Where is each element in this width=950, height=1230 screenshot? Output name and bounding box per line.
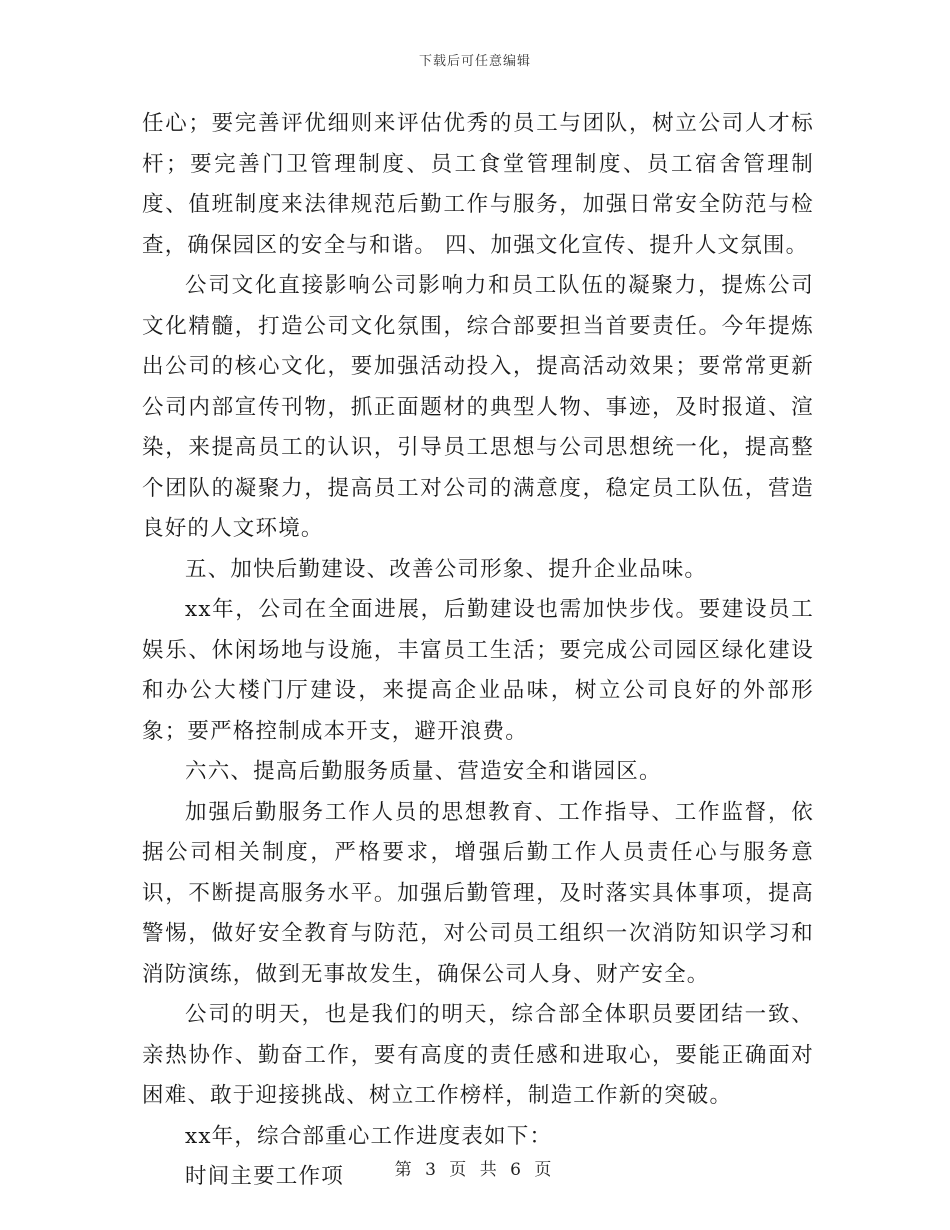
- section-heading: 六六、提高后勤服务质量、营造安全和谐园区。: [185, 759, 662, 784]
- paragraph: 公司的明天，也是我们的明天，综合部全体职员要团结一致、亲热协作、勤奋工作，要有高度的责任感和进取心，要能正确面对困难、敢于迎接挑战、树立工作榜样，制造工作新的突破。: [142, 1002, 814, 1108]
- table-header-line: 时间主要工作项: [185, 1164, 344, 1189]
- section-heading: 五、加快后勤建设、改善公司形象、提升企业品味。: [185, 556, 708, 582]
- page-header: 下载后可任意编辑: [418, 54, 531, 69]
- paragraph: 公司文化直接影响公司影响力和员工队伍的凝聚力，提炼公司文化精髓，打造公司文化氛围，综合部要担当首要责任。今年提炼出公司的核心文化，要加强活动投入，提高活动效果；要常常更新公司内部宣传刊物，抓正面题材的典型人物、事迹，及时报道、渲染，来提高员工的认识，引导员工思想与公司思想统一化，提高整个团队的凝聚力，提高员工对公司的满意度，稳定员工队伍，营造良好的人文环境。: [142, 273, 814, 541]
- document-body: [142, 104, 814, 1198]
- paragraph: 任心；要完善评优细则来评估优秀的员工与团队，树立公司人才标杆；要完善门卫管理制度、员工食堂管理制度、员工宿舍管理制度、值班制度来法律规范后勤工作与服务，加强日常安全防范与检查，确保园区的安全与和谐。 四、加强文化宣传、提升人文氛围。: [142, 111, 814, 258]
- paragraph: xx年，综合部重心工作进度表如下：: [185, 1123, 553, 1149]
- paragraph: xx年，公司在全面进展，后勤建设也需加快步伐。要建设员工娱乐、休闲场地与设施，丰富员工生活；要完成公司园区绿化建设和办公大楼门厅建设，来提高企业品味，树立公司良好的外部形象；要严格控制成本开支，避开浪费。: [142, 597, 814, 744]
- page-number: 第 3 页 共 6 页: [394, 1160, 556, 1180]
- paragraph: 加强后勤服务工作人员的思想教育、工作指导、工作监督，依据公司相关制度，严格要求，增强后勤工作人员责任心与服务意识，不断提高服务水平。加强后勤管理，及时落实具体事项，提高警惕，做好安全教育与防范，对公司员工组织一次消防知识学习和消防演练，做到无事故发生，确保公司人身、财产安全。: [142, 799, 814, 987]
